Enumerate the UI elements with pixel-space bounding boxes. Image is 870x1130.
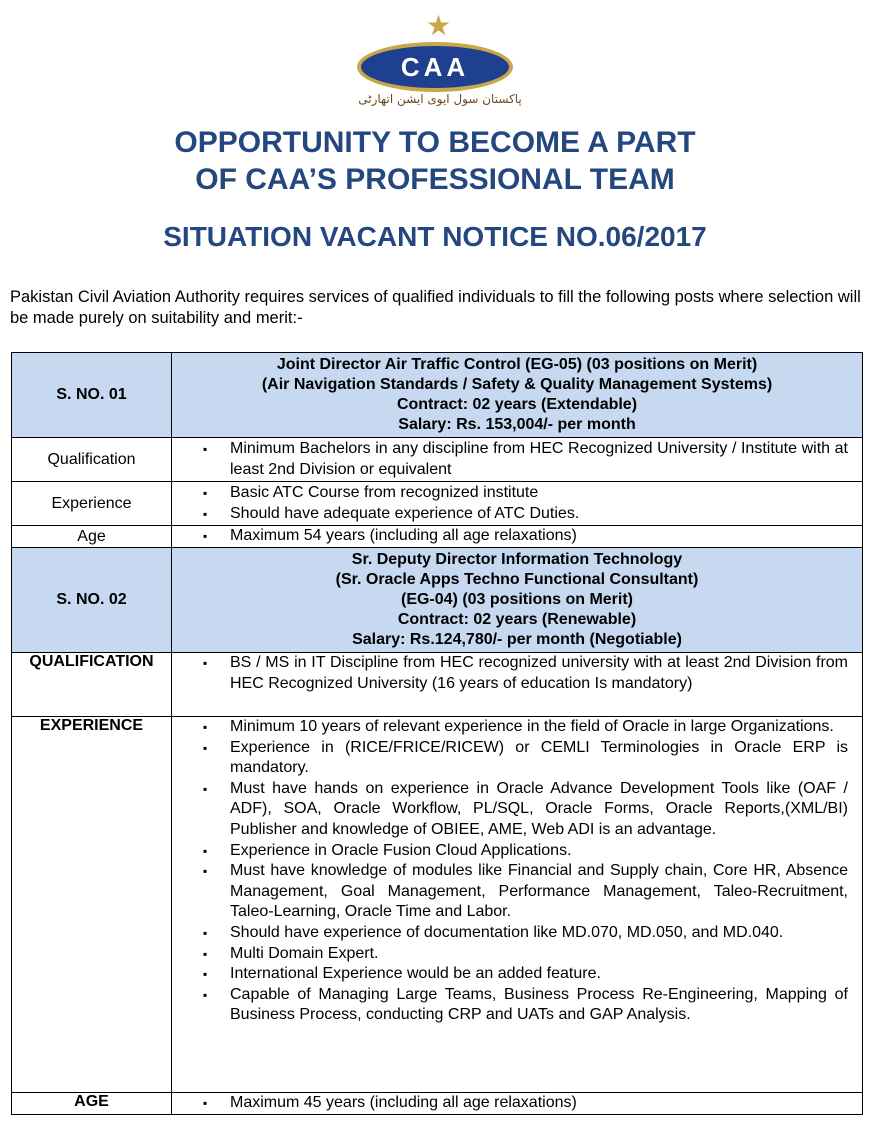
row-label: EXPERIENCE	[12, 717, 172, 1093]
bullet-item: ▪ Maximum 45 years (including all age relaxations)	[172, 1093, 848, 1114]
bullet-item: ▪ Must have knowledge of modules like Financial and Supply chain, Core HR, Absence Management, Goal Management, Performance Management, Taleo-Recruitment, Taleo-Learning, Oracle Time and Labor.	[172, 861, 848, 923]
post-title-line: Contract: 02 years (Extendable)	[396, 396, 638, 413]
row-content	[172, 653, 863, 717]
requirement-row	[12, 438, 863, 482]
bullet-item: ▪ Minimum Bachelors in any discipline from HEC Recognized University / Institute with at least 2nd Division or equivalent	[172, 439, 848, 480]
row-content	[172, 526, 863, 548]
post-title-line: Sr. Deputy Director Information Technology	[351, 551, 683, 568]
headline-line-1: OPPORTUNITY TO BECOME A PART	[174, 126, 696, 159]
row-content	[172, 438, 863, 482]
row-label: AGE	[12, 1093, 172, 1115]
caa-logo	[355, 12, 525, 112]
requirement-row	[12, 653, 863, 717]
row-label: Qualification	[12, 438, 172, 482]
bullet-item: ▪ Should have experience of documentation like MD.070, MD.050, and MD.040.	[172, 923, 848, 944]
post-title	[172, 548, 863, 653]
bullet-item: ▪ Must have hands on experience in Oracle Advance Development Tools like (OAF / ADF), SOA, Oracle Workflow, PL/SQL, Oracle Forms, Oracle Reports,(XML/BI) Publisher and knowledge of OBIEE, AME, Web ADI is an advantage.	[172, 779, 848, 841]
headline-line-2: OF CAA’S PROFESSIONAL TEAM	[195, 163, 675, 196]
bullet-item: ▪ International Experience would be an added feature.	[172, 964, 848, 985]
logo-acronym: CAA	[400, 51, 470, 82]
bullet-item: ▪ BS / MS in IT Discipline from HEC recognized university with at least 2nd Division from HEC Recognized University (16 years of education Is mandatory)	[172, 653, 848, 694]
requirement-row	[12, 1093, 863, 1115]
post-title	[172, 353, 863, 438]
post-header-row	[12, 548, 863, 653]
row-content	[172, 717, 863, 1093]
notice-number: SITUATION VACANT NOTICE NO.06/2017	[163, 221, 707, 252]
post-title-line: (Sr. Oracle Apps Techno Functional Consultant)	[335, 571, 699, 588]
post-title-line: Joint Director Air Traffic Control (EG-05) (03 positions on Merit)	[276, 356, 758, 373]
bullet-item: ▪ Maximum 54 years (including all age relaxations)	[172, 526, 848, 547]
bullet-item: ▪ Experience in (RICE/FRICE/RICEW) or CEMLI Terminologies in Oracle ERP is mandatory.	[172, 738, 848, 779]
bullet-item: ▪ Should have adequate experience of ATC Duties.	[172, 504, 848, 525]
post-title-line: (EG-04) (03 positions on Merit)	[400, 591, 633, 608]
row-content	[172, 1093, 863, 1115]
serial-number: S. NO. 01	[12, 353, 172, 438]
row-label: QUALIFICATION	[12, 653, 172, 717]
logo-oval	[357, 42, 513, 92]
bullet-item: ▪ Multi Domain Expert.	[172, 944, 848, 965]
intro-paragraph: Pakistan Civil Aviation Authority requires services of qualified individuals to fill the following posts where selection will be made purely on suitability and merit:-	[10, 288, 861, 327]
row-label: Age	[12, 526, 172, 548]
page-headline	[0, 124, 870, 198]
bullet-item: ▪ Minimum 10 years of relevant experience in the field of Oracle in large Organizations.	[172, 717, 848, 738]
post-header-row	[12, 353, 863, 438]
requirement-row	[12, 482, 863, 526]
post-title-line: Salary: Rs.124,780/- per month (Negotiable)	[352, 631, 682, 648]
logo-urdu-text: پاکستان سول ایوی ایشن اتھارٹی	[358, 92, 522, 106]
bullet-item: ▪ Capable of Managing Large Teams, Business Process Re-Engineering, Mapping of Business Process, conducting CRP and UATs and GAP Analysis.	[172, 985, 848, 1026]
bullet-item: ▪ Basic ATC Course from recognized institute	[172, 483, 848, 504]
row-label: Experience	[12, 482, 172, 526]
post-title-line: (Air Navigation Standards / Safety & Quality Management Systems)	[261, 376, 773, 393]
post-title-line: Contract: 02 years (Renewable)	[397, 611, 637, 628]
post-title-line: Salary: Rs. 153,004/- per month	[398, 416, 636, 433]
serial-number: S. NO. 02	[12, 548, 172, 653]
bullet-item: ▪ Experience in Oracle Fusion Cloud Applications.	[172, 841, 848, 862]
vacancy-table	[11, 352, 863, 1115]
requirement-row	[12, 717, 863, 1093]
star-icon: ★	[426, 10, 452, 41]
row-content	[172, 482, 863, 526]
requirement-row	[12, 526, 863, 548]
